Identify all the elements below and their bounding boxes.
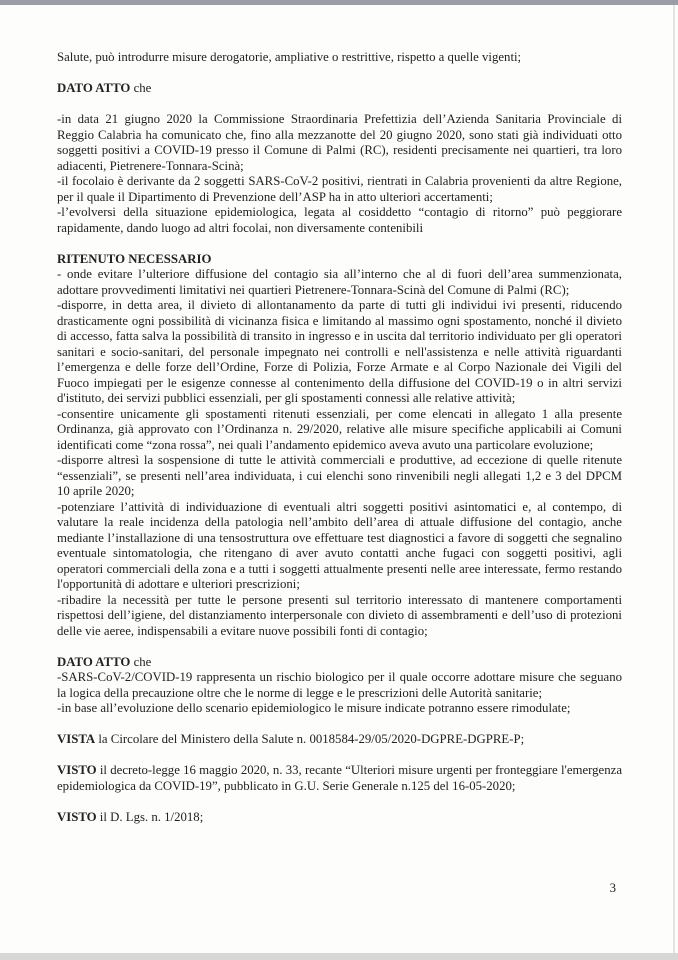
visto-decreto-bold: VISTO: [57, 763, 97, 777]
section-heading-ritenuto: [57, 252, 622, 268]
section-heading-dato-atto-2: [57, 655, 622, 671]
visto-dlgs-paragraph: [57, 810, 622, 826]
section-heading-dato-atto-1: [57, 81, 622, 97]
visto-dlgs-bold: VISTO: [57, 809, 97, 824]
clause-paragraph: -disporre altresì la sospensione di tutte le attività commerciali e produttive, ad eccezione di quelle ritenute “essenziali”, se presenti nell’area individuata, i cui elenchi sono rinvenibili negli allegati 1,2 e 3 del DPCM 10 aprile 2020;: [57, 453, 622, 498]
page-number: 3: [609, 881, 616, 895]
document-content: [57, 50, 622, 825]
visto-decreto-paragraph: [57, 763, 622, 794]
heading-rest-dato-atto-1: che: [130, 81, 152, 95]
clause-paragraph: -disporre, in detta area, il divieto di allontanamento da parte di tutti gli individui ivi presenti, riducendo drasticamente ogni possibilità di vicinanza fisica e limitando al massimo ogni spostamento, nonché il divieto di accesso, fatta salva la possibilità di transito in ingresso e in uscita dal territorio individuato per gli operatori sanitari e socio-sanitari, del personale impegnato nei controlli e nell'assistenza e nelle attività riguardanti l’emergenza e delle forze dell’Ordine, Forze di Polizia, Forze Armate e al Corpo Nazionale dei Vigili del Fuoco impiegati per le esigenze connesse al contenimento della diffusione del COVID-19 o in altri servizi d'istituto, dei servizi pubblici essenziali, per gli spostamenti connessi alle relative attività;: [57, 298, 622, 405]
clause-paragraph: -consentire unicamente gli spostamenti ritenuti essenziali, per come elencati in allegato 1 alla presente Ordinanza, già approvato con l’Ordinanza n. 29/2020, relative alle misure specifiche applicabili ai Comuni identificati come “zona rossa”, nei quali l’andamento epidemico aveva avuto una particolare evoluzione;: [57, 406, 622, 452]
vista-paragraph: [57, 732, 622, 748]
clause-paragraph: -in base all’evoluzione dello scenario epidemiologico le misure indicate potranno essere rimodulate;: [57, 701, 571, 715]
clause-paragraph: - onde evitare l’ulteriore diffusione del contagio sia all’interno che al di fuori dell’area summenzionata, adottare provvedimenti limitativi nei quartieri Pietrenere-Tonnara-Scinà del Comune di Palmi (RC);: [57, 267, 622, 297]
visto-dlgs-text: il D. Lgs. n. 1/2018;: [96, 809, 204, 824]
heading-bold-dato-atto-2: DATO ATTO: [57, 654, 131, 669]
clause-paragraph: -ribadire la necessità per tutte le persone presenti sul territorio interessato di mantenere comportamenti rispettosi dell’igiene, del distanziamento interpersonale con divieto di assembramenti e dell’uso di protezioni delle vie aeree, indispensabili a evitare nuove possibili fonti di contagio;: [57, 592, 622, 638]
heading-rest-dato-atto-2: che: [130, 654, 152, 669]
scan-right-edge: [673, 5, 675, 953]
clause-paragraph: -SARS-CoV-2/COVID-19 rappresenta un rischio biologico per il quale occorre adottare misure che seguano la logica della precauzione oltre che le norme di legge e le prescrizioni delle Autorità sanitarie;: [57, 670, 622, 700]
clause-paragraph: -il focolaio è derivante da 2 soggetti SARS-CoV-2 positivi, rientrati in Calabria provenienti da altre Regione, per il quale il Dipartimento di Prevenzione dell’ASP ha in atto ulteriori accertamenti;: [57, 174, 622, 204]
clause-paragraph: -potenziare l’attività di individuazione di eventuali altri soggetti positivi asintomatici e, al contempo, di valutare la reale incidenza della patologia nell’ambito dell’area di attuale diffusione del contagio, anche mediante l’installazione di una tensostruttura ove effettuare test diagnostici a favore di soggetti che segnalino eventuale sintomatologia, che ritengano di aver avuto contatti anche fugaci con soggetti positivi, agli operatori commerciali della zona e a tutti i soggetti attualmente presenti nelle aree interessate, fermo restando l'opportunità di adottare e ulteriori prescrizioni;: [57, 499, 622, 591]
intro-paragraph: Salute, può introdurre misure derogatorie, ampliative o restrittive, rispetto a quelle vigenti;: [57, 50, 522, 64]
vista-bold: VISTA: [57, 732, 96, 746]
vista-text: la Circolare del Ministero della Salute n. 0018584-29/05/2020-DGPRE-DGPRE-P;: [95, 732, 525, 746]
clause-paragraph: -l’evolversi della situazione epidemiologica, legata al cosiddetto “contagio di ritorno” può peggiorare rapidamente, dando luogo ad altri focolai, non diversamente contenibili: [57, 205, 622, 235]
heading-bold-dato-atto-1: DATO ATTO: [57, 81, 131, 95]
scan-top-edge: [0, 0, 678, 5]
clause-paragraph: -in data 21 giugno 2020 la Commissione Straordinaria Prefettizia dell’Azienda Sanitaria Provinciale di Reggio Calabria ha comunicato che, fino alla mezzanotte del 20 giugno 2020, sono stati già individuati otto soggetti positivi a COVID-19 presso il Comune di Palmi (RC), residenti precisamente nei quartieri, tra loro adiacenti, Pietrenere-Tonnara-Scinà;: [57, 112, 622, 173]
heading-bold-ritenuto: RITENUTO NECESSARIO: [57, 251, 212, 266]
scan-bottom-edge: [0, 953, 678, 960]
visto-decreto-text: il decreto-legge 16 maggio 2020, n. 33, recante “Ulteriori misure urgenti per fronteggiare l'emergenza epidemiologica da COVID-19”, pubblicato in G.U. Serie Generale n.125 del 16-05-2020;: [57, 763, 622, 793]
